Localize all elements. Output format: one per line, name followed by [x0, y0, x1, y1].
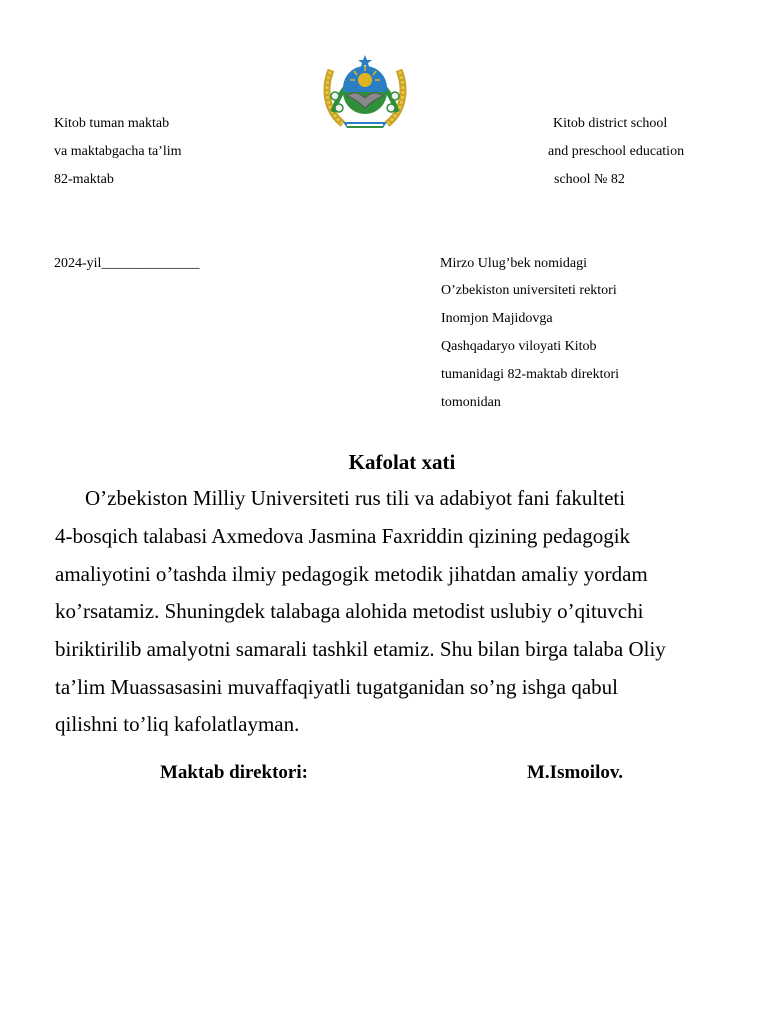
- header-right-line-2: and preschool education: [548, 144, 685, 159]
- letter-title: Kafolat xati: [348, 450, 456, 474]
- recipient-line-2: O’zbekiston universiteti rektori: [441, 283, 617, 298]
- recipient-line-4: Qashqadaryo viloyati Kitob: [441, 339, 597, 354]
- date-line: 2024-yil______________: [54, 256, 200, 271]
- header-right-line-1: Kitob district school: [553, 116, 668, 131]
- signature-role: Maktab direktori:: [160, 762, 308, 783]
- letter-body-line-6: ta’lim Muassasasini muvaffaqiyatli tugatganidan so’ng ishga qabul: [55, 675, 619, 699]
- state-emblem-icon: [321, 52, 409, 130]
- letter-body-line-4: ko’rsatamiz. Shuningdek talabaga alohida metodist uslubiy o’qituvchi: [55, 599, 644, 623]
- signature-name: M.Ismoilov.: [527, 762, 624, 783]
- recipient-line-1: Mirzo Ulug’bek nomidagi: [440, 256, 587, 271]
- letter-body-line-7: qilishni to’liq kafolatlayman.: [55, 712, 300, 736]
- header-left-line-3: 82-maktab: [54, 172, 114, 187]
- recipient-line-6: tomonidan: [441, 395, 501, 410]
- header-left-line-2: va maktabgacha ta’lim: [54, 144, 182, 159]
- letter-body-line-3: amaliyotini o’tashda ilmiy pedagogik metodik jihatdan amaliy yordam: [55, 562, 648, 586]
- letter-body-line-5: biriktirilib amalyotni samarali tashkil etamiz. Shu bilan birga talaba Oliy: [55, 637, 666, 661]
- recipient-line-5: tumanidagi 82-maktab direktori: [441, 367, 620, 382]
- letter-body-line-2: 4-bosqich talabasi Axmedova Jasmina Faxriddin qizining pedagogik: [55, 524, 631, 548]
- header-right-line-3: school № 82: [554, 172, 625, 187]
- recipient-line-3: Inomjon Majidovga: [441, 311, 553, 326]
- letter-body-line-1: O’zbekiston Milliy Universiteti rus tili va adabiyot fani fakulteti: [85, 486, 626, 510]
- header-left-line-1: Kitob tuman maktab: [54, 116, 170, 131]
